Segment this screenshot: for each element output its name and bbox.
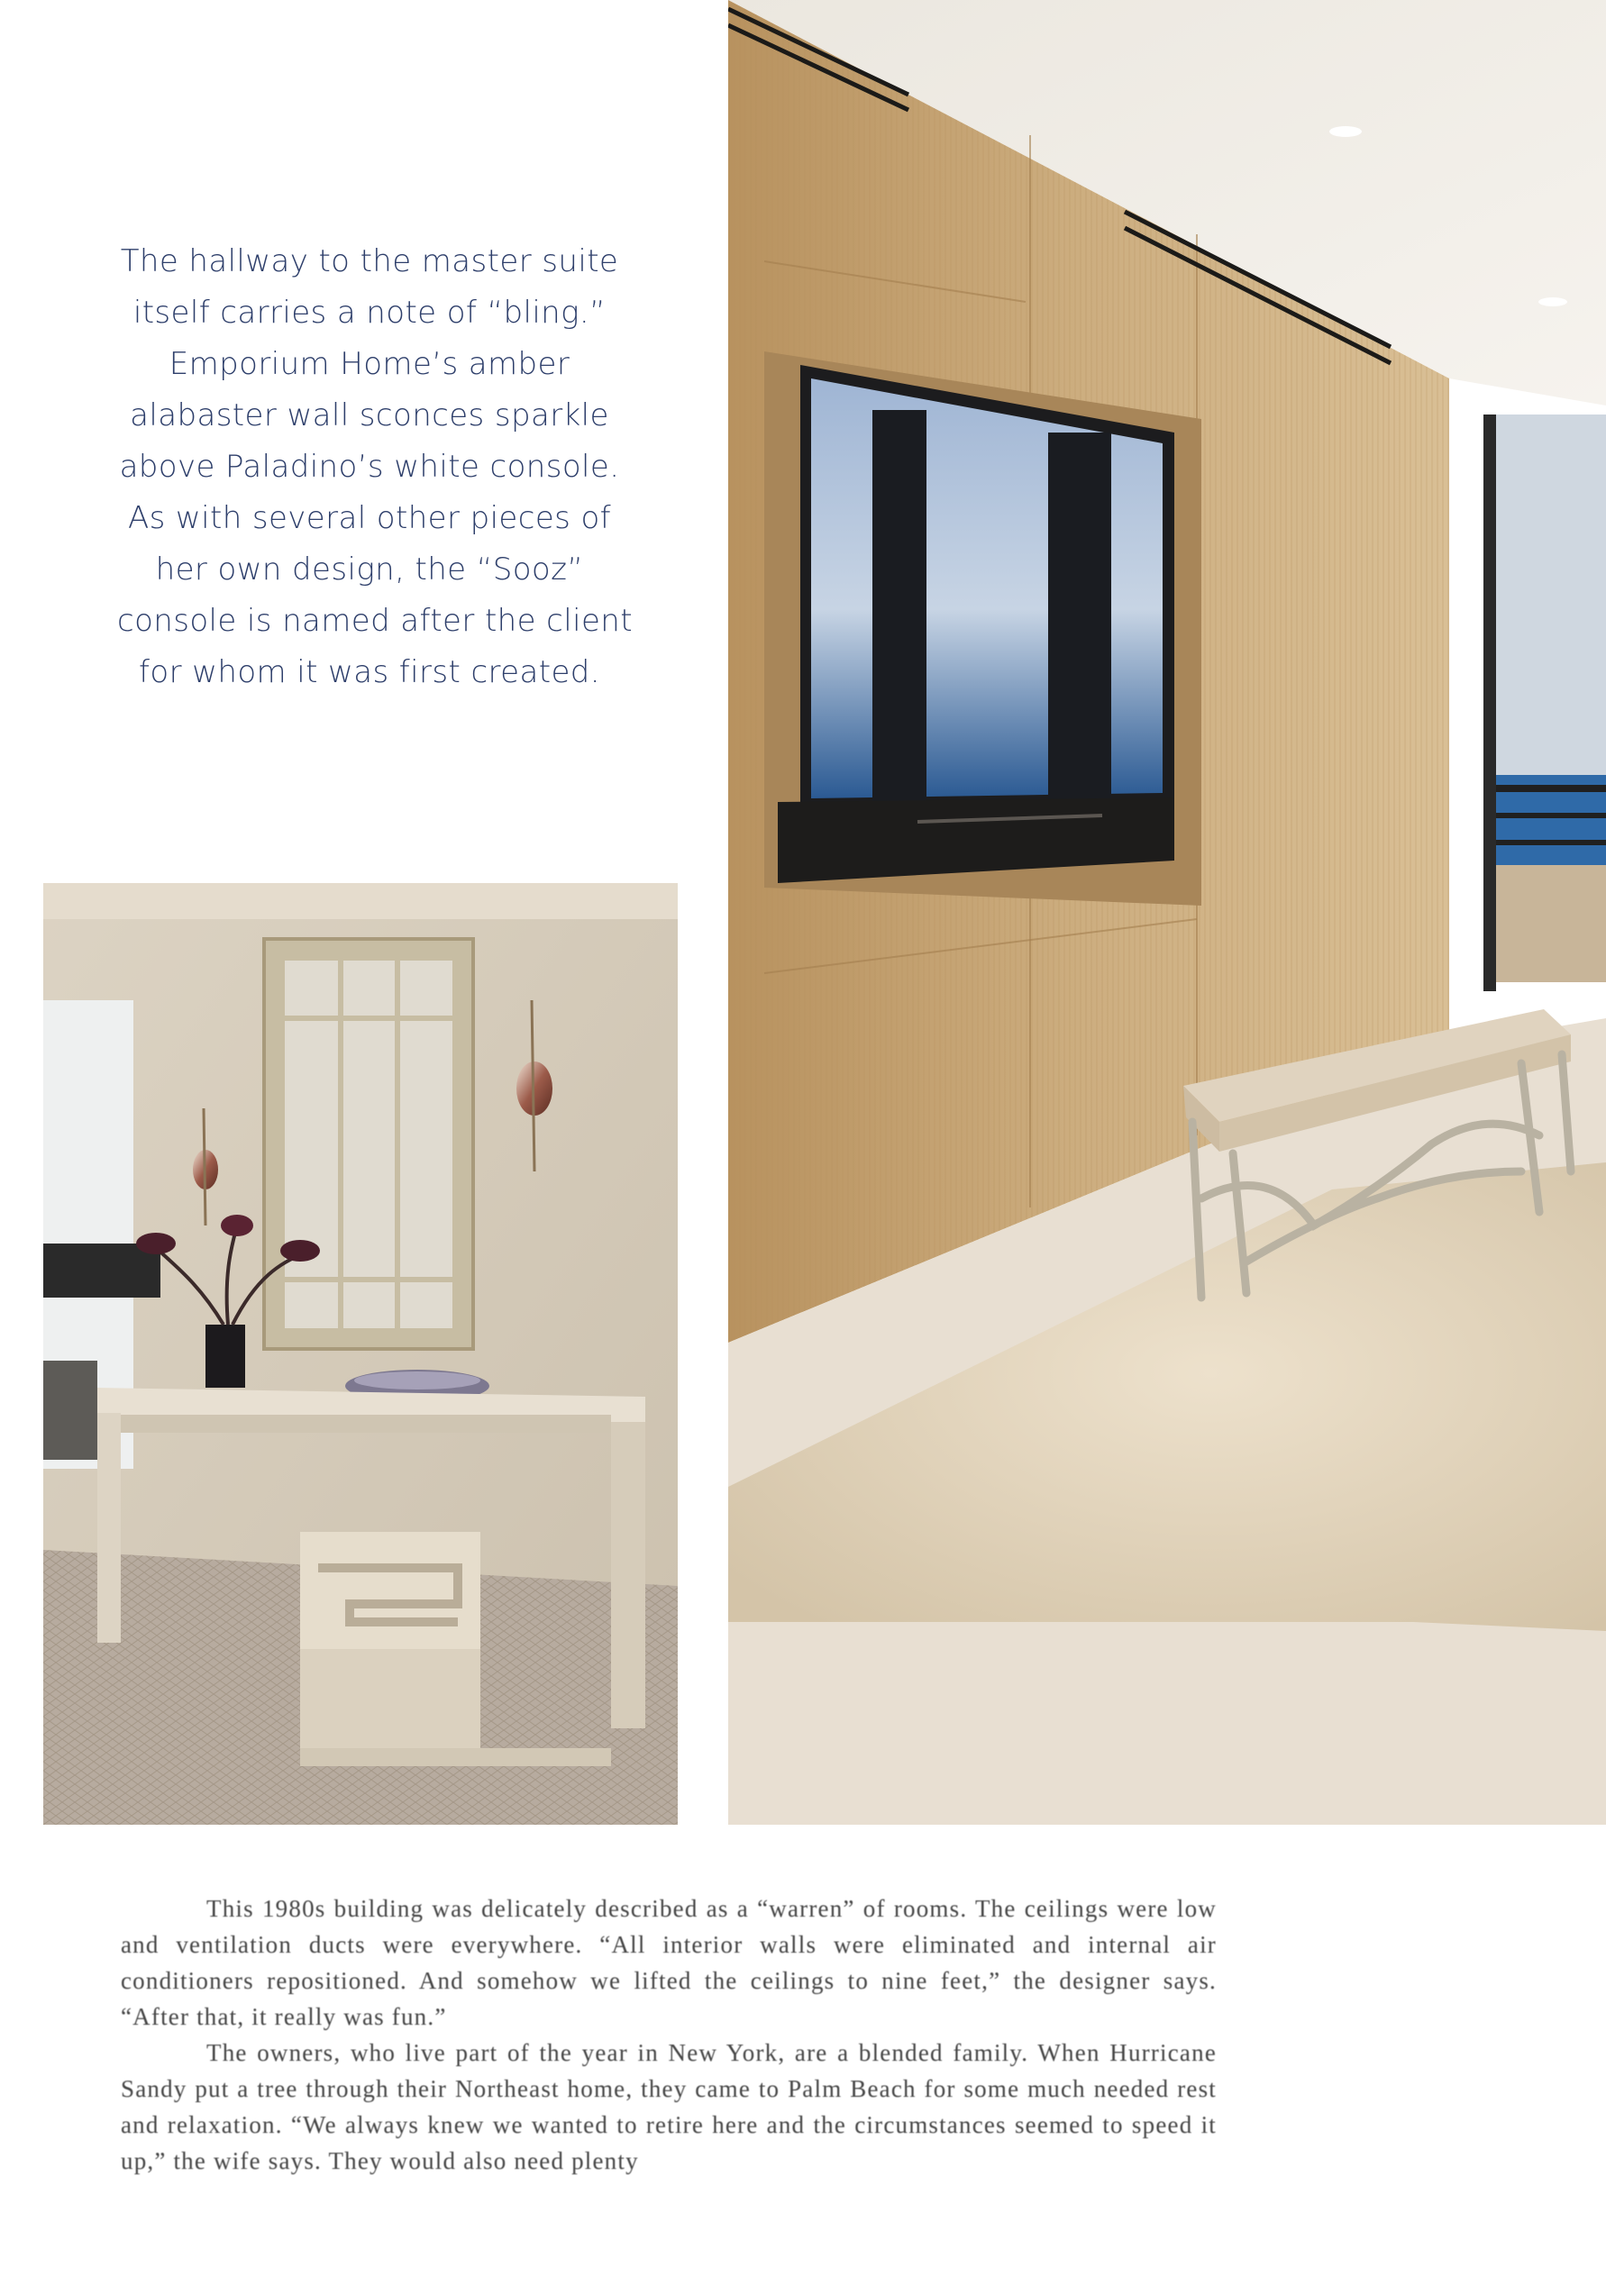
article-paragraph: This 1980s building was delicately described as a “warren” of rooms. The ceilings were low and ventilation ducts were everywhere. “All interior walls were eliminated and internal air conditioners repositioned. And somehow we lifted the ceilings to nine feet,” the designer says. “After that, it really was fun.” <box>121 1895 1217 2030</box>
article-body <box>121 1891 1217 2179</box>
photo-caption <box>117 236 633 698</box>
caption-line: console is named after the client <box>117 603 633 639</box>
caption-line: for whom it was first created. <box>139 654 600 690</box>
article-paragraph: The owners, who live part of the year in New York, are a blended family. When Hurricane Sandy put a tree through their Northeast home, they came to Palm Beach for some much needed rest and relaxation. “We always knew we wanted to retire here and the circumstances seemed to speed it up,” the wife says. They would also need plenty <box>121 2039 1217 2174</box>
master-suite-photo <box>728 0 1606 1825</box>
caption-line: The hallway to the master suite <box>120 243 619 279</box>
caption-line: As with several other pieces of <box>127 500 612 536</box>
caption-line: alabaster wall sconces sparkle <box>130 397 609 433</box>
caption-line: above Paladino’s white console. <box>119 449 620 485</box>
hallway-console-illustration <box>43 883 678 1825</box>
master-suite-illustration <box>728 0 1606 1825</box>
caption-line: itself carries a note of “bling.” <box>132 295 607 331</box>
caption-line: her own design, the “Sooz” <box>155 551 584 588</box>
hallway-console-photo <box>43 883 678 1825</box>
caption-line: Emporium Home’s amber <box>169 346 570 382</box>
